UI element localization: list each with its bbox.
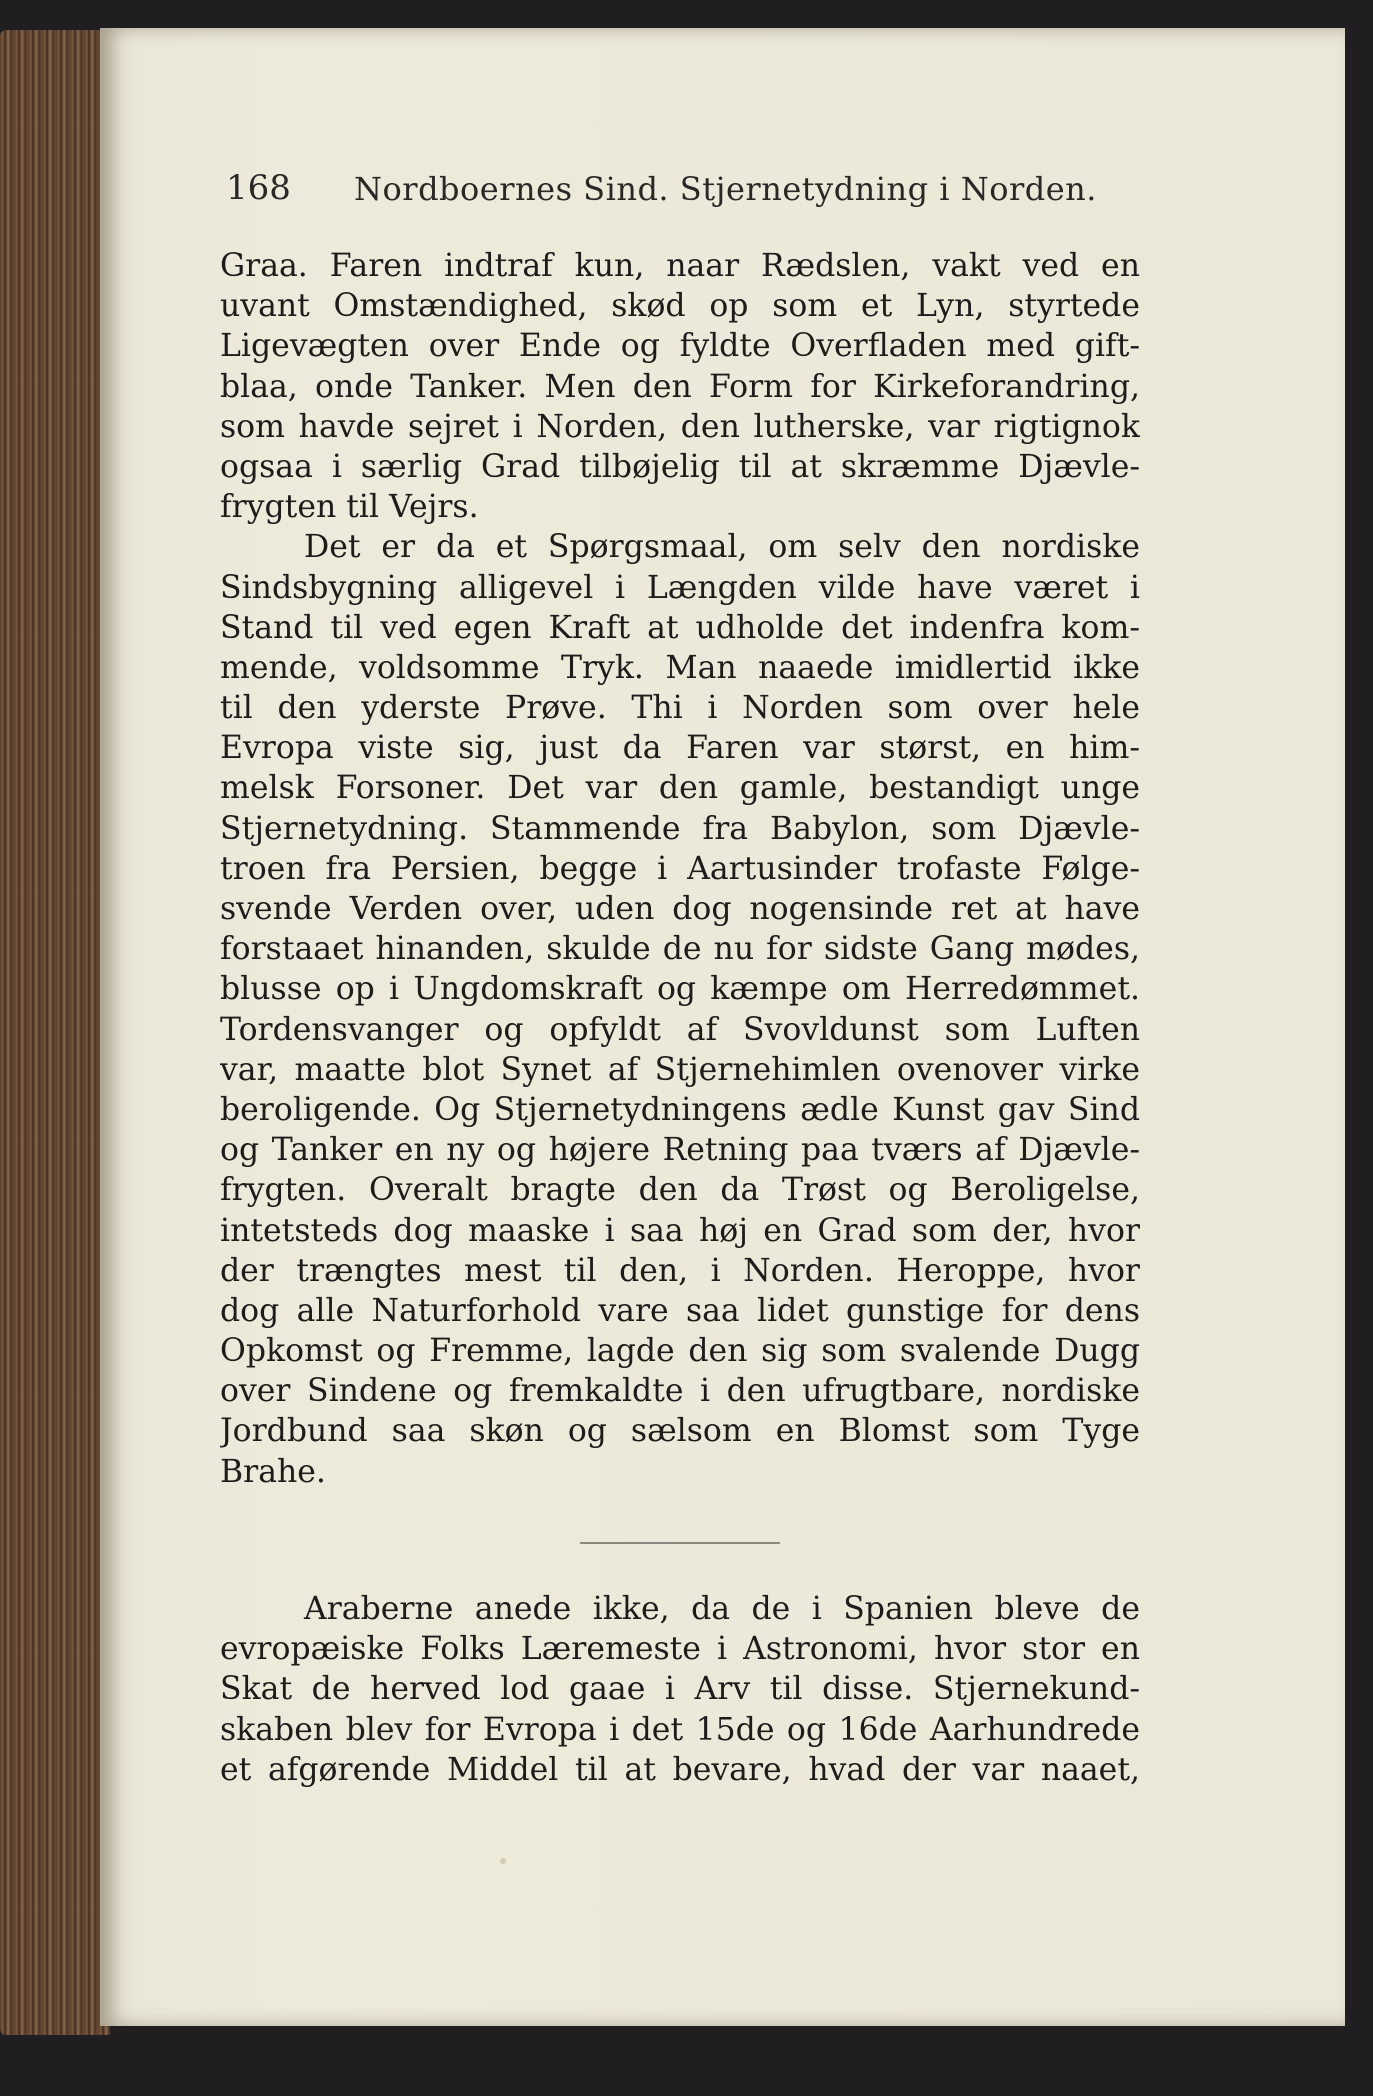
text-line: melsk Forsoner. Det var den gamle, bestandigt unge <box>220 770 1140 807</box>
text-line: uvant Omstændighed, skød op som et Lyn, styrtede <box>220 288 1140 325</box>
text-line: Brahe. <box>220 1453 326 1490</box>
body-text-block-1 <box>220 246 1140 1492</box>
text-line: dog alle Naturforhold vare saa lidet gunstige for dens <box>220 1292 1140 1329</box>
running-head <box>226 168 1146 212</box>
text-line: Stand til ved egen Kraft at udholde det indenfra kom- <box>220 609 1140 646</box>
text-line: blusse op i Ungdomskraft og kæmpe om Herredømmet. <box>220 971 1140 1008</box>
text-line: Opkomst og Fremme, lagde den sig som svalende Dugg <box>220 1333 1140 1370</box>
text-line: som havde sejret i Norden, den lutherske, var rigtignok <box>220 408 1140 445</box>
page-number: 168 <box>226 168 291 208</box>
body-text-block-2 <box>220 1589 1140 1790</box>
text-line: Ligevægten over Ende og fyldte Overfladen med gift- <box>220 328 1140 365</box>
section-divider <box>580 1542 780 1544</box>
text-line: Sindsbygning alligevel i Længden vilde have været i <box>220 569 1140 606</box>
text-line: Jordbund saa skøn og sælsom en Blomst som Tyge <box>220 1413 1140 1450</box>
text-line: over Sindene og fremkaldte i den ufrugtbare, nordiske <box>220 1373 1140 1410</box>
text-line: frygten. Overalt bragte den da Trøst og Beroligelse, <box>220 1172 1140 1209</box>
text-line: et afgørende Middel til at bevare, hvad der var naaet, <box>220 1751 1140 1788</box>
text-line: Graa. Faren indtraf kun, naar Rædslen, vakt ved en <box>220 248 1140 284</box>
text-line: skaben blev for Evropa i det 15de og 16de Aarhundrede <box>220 1711 1140 1748</box>
running-head-title: Nordboernes Sind. Stjernetydning i Norden. <box>354 170 1097 208</box>
text-line: Evropa viste sig, just da Faren var størst, en him- <box>220 730 1140 767</box>
text-line: Stjernetydning. Stammende fra Babylon, som Djævle- <box>220 810 1140 847</box>
text-line: beroligende. Og Stjernetydningens ædle Kunst gav Sind <box>220 1091 1140 1128</box>
text-line: evropæiske Folks Læremeste i Astronomi, hvor stor en <box>220 1631 1140 1668</box>
text-line: blaa, onde Tanker. Men den Form for Kirkeforandring, <box>220 368 1140 405</box>
text-line: mende, voldsomme Tryk. Man naaede imidlertid ikke <box>220 649 1140 686</box>
text-line: der trængtes mest til den, i Norden. Heroppe, hvor <box>220 1252 1140 1289</box>
text-line: ogsaa i særlig Grad tilbøjelig til at skræmme Djævle- <box>220 448 1140 485</box>
text-line: Det er da et Spørgsmaal, om selv den nordiske <box>304 529 1140 566</box>
text-line: troen fra Persien, begge i Aartusinder trofaste Følge- <box>220 850 1140 887</box>
paper-smudge <box>500 1858 506 1864</box>
text-line: intetsteds dog maaske i saa høj en Grad som der, hvor <box>220 1212 1140 1249</box>
text-line: frygten til Vejrs. <box>220 489 479 526</box>
text-line: var, maatte blot Synet af Stjernehimlen ovenover virke <box>220 1051 1140 1088</box>
text-line: Araberne anede ikke, da de i Spanien bleve de <box>304 1591 1140 1627</box>
text-line: Tordensvanger og opfyldt af Svovldunst som Luften <box>220 1011 1140 1048</box>
text-line: Skat de herved lod gaae i Arv til disse. Stjernekund- <box>220 1671 1140 1708</box>
text-line: forstaaet hinanden, skulde de nu for sidste Gang mødes, <box>220 931 1140 968</box>
text-line: og Tanker en ny og højere Retning paa tværs af Djævle- <box>220 1132 1140 1169</box>
book-page-edges <box>0 30 110 2035</box>
text-line: svende Verden over, uden dog nogensinde ret at have <box>220 891 1140 927</box>
text-line: til den yderste Prøve. Thi i Norden som over hele <box>220 690 1140 727</box>
